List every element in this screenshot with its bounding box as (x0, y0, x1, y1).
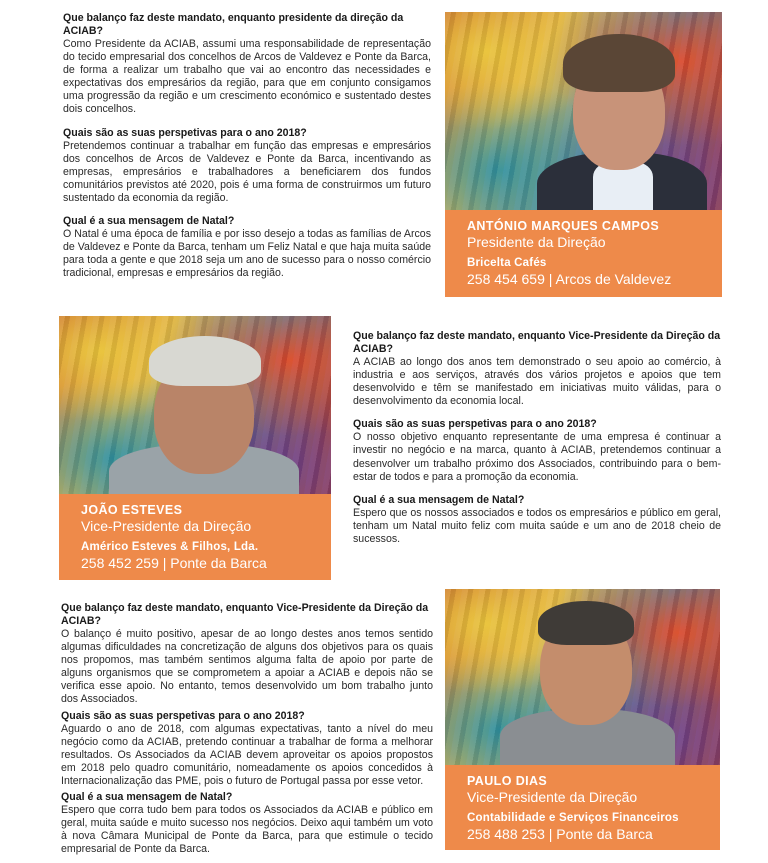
portrait-photo-paulo-dias (445, 589, 720, 765)
answer: O Natal é uma época de família e por isso desejo a todas as famílias de Arcos de Valdevez e Ponte da Barca, tenham um Feliz Natal e que haja muita saúde para toda a gente e que 2018 seja um ano de sucesso para o nosso comércio tradicional, empresas e empresários da região. (63, 228, 431, 280)
company-name: Américo Esteves & Filhos, Lda. (81, 541, 259, 553)
person-caption-1 (445, 210, 722, 297)
interview-1-text (63, 12, 431, 286)
question: Que balanço faz deste mandato, enquanto Vice-Presidente da Direção da ACIAB? (61, 602, 429, 627)
answer: Pretendemos continuar a trabalhar em função das empresas e empresários dos concelhos de Arcos de Valdevez e Ponte da Barca, incentivando as empresas, empresários e trabalhadores a beneficiarem dos fundos comunitários previstos até 2020, pois é uma forma de construirmos um futuro sustentado da economia da região. (63, 139, 431, 204)
portrait-photo-antonio-marques-campos (445, 12, 722, 210)
phone-location: 258 488 253 | Ponte da Barca (467, 826, 653, 842)
question: Quais são as suas perspetivas para o ano 2018? (63, 126, 307, 139)
question: Qual é a sua mensagem de Natal? (61, 791, 233, 804)
company-name: Contabilidade e Serviços Financeiros (467, 812, 679, 824)
phone-location: 258 454 659 | Arcos de Valdevez (467, 271, 672, 287)
person-name: ANTÓNIO MARQUES CAMPOS (467, 219, 660, 233)
answer: Aguardo o ano de 2018, com algumas expectativas, tanto a nível do meu negócio como da ACIAB, pretendo continuar a trabalhar de forma a melhorar resultados. Os Associados da ACIAB devem aproveitar os apoios propostos em 2018 pelo quadro comunitário, nomeadamente os apoios concedidos à Internacionalização das PME, pois o futuro de Portugal passa por esse vetor. (61, 722, 433, 787)
question: Que balanço faz deste mandato, enquanto Vice-Presidente da Direção da ACIAB? (353, 330, 721, 355)
answer: A ACIAB ao longo dos anos tem demonstrado o seu apoio ao comércio, à industria e aos serviços, através dos vários projetos e apoios que tem desenvolvido e têm se manifestado em iniciativas muito válidas, para o desenvolvimento da economia local. (353, 356, 721, 408)
question: Qual é a sua mensagem de Natal? (63, 215, 235, 228)
question: Quais são as suas perspetivas para o ano 2018? (61, 709, 305, 722)
portrait-photo-joao-esteves (59, 316, 331, 494)
person-role: Vice-Presidente da Direção (467, 789, 638, 805)
answer: Espero que corra tudo bem para todos os Associados da ACIAB e público em geral, muita saúde e muito sucesso nos negócios. Deixo aqui também um voto à nova Câmara Municipal de Ponte da Barca, para que estimule o tecido empresarial de Ponte da Barca. (61, 804, 433, 856)
question: Quais são as suas perspetivas para o ano 2018? (353, 418, 597, 431)
person-caption-2 (59, 494, 331, 580)
answer: O balanço é muito positivo, apesar de ao longo destes anos temos sentido algumas dificuldades na concretização de alguns dos objetivos para os quais nos propomos, mas também sentimos alguma falta de apoio por parte de alguns organismos que se comprometem a apoiar a ACIAB e depois não se verifica esse apoio. No entanto, temos desenvolvido um bom trabalho junto dos Associados. (61, 628, 433, 706)
question: Que balanço faz deste mandato, enquanto presidente da direção da ACIAB? (63, 12, 404, 37)
question: Qual é a sua mensagem de Natal? (353, 493, 525, 506)
company-name: Bricelta Cafés (467, 257, 547, 269)
person-caption-3 (445, 765, 720, 850)
person-role: Vice-Presidente da Direção (81, 518, 252, 534)
answer: Como Presidente da ACIAB, assumi uma responsabilidade de representação do tecido empresarial dos concelhos de Arcos de Valdevez e Ponte da Barca, de forma a realizar um trabalho que vai ao encontro das necessidades e expectativas dos empresários da região, para que em conjunto consigamos uma progressão da região e um crescimento económico e sustentado destes dois concelhos. (63, 38, 431, 116)
person-role: Presidente da Direção (467, 234, 606, 250)
interview-2-text (353, 330, 721, 552)
interview-3-text (61, 602, 433, 862)
answer: Espero que os nossos associados e todos os empresários e público em geral, tenham um Natal muito feliz com muita saúde e um ano de 2018 cheio de sucessos. (353, 506, 721, 545)
phone-location: 258 452 259 | Ponte da Barca (81, 555, 267, 571)
answer: O nosso objetivo enquanto representante de uma empresa é continuar a investir no negócio e na marca, quanto à ACIAB, pretendemos continuar a desenvolver um trabalho próximo dos Associados, contribuindo para o bem-estar de todos e para a promoção da economia. (353, 431, 721, 483)
person-name: PAULO DIAS (467, 774, 548, 788)
person-name: JOÃO ESTEVES (81, 503, 183, 517)
